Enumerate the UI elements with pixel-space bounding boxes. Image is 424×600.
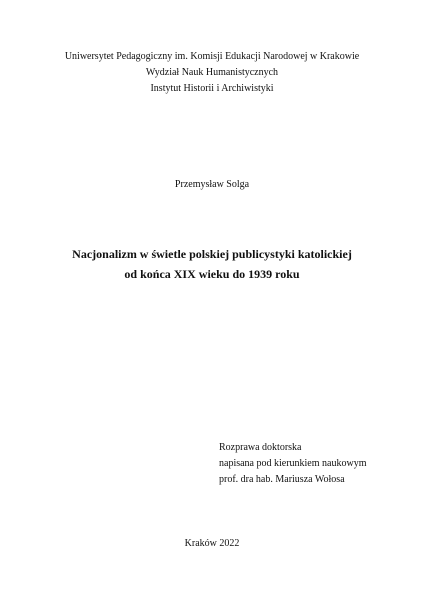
thesis-title xyxy=(0,244,424,284)
thesis-title-line-2: od końca XIX wieku do 1939 roku xyxy=(124,267,300,281)
institute-name: Instytut Historii i Archiwistyki xyxy=(150,83,274,94)
author-name: Przemysław Solga xyxy=(174,179,250,190)
place-and-date: Kraków 2022 xyxy=(184,538,240,549)
thesis-type: Rozprawa doktorska xyxy=(219,442,302,453)
thesis-title-line-1: Nacjonalizm w świetle polskiej publicystyki katolickiej xyxy=(72,247,352,261)
institution-header xyxy=(0,49,424,97)
thesis-supervision-note: napisana pod kierunkiem naukowym xyxy=(219,458,367,469)
thesis-info xyxy=(219,440,419,488)
university-name: Uniwersytet Pedagogiczny im. Komisji Edukacji Narodowej w Krakowie xyxy=(64,51,360,62)
faculty-name: Wydział Nauk Humanistycznych xyxy=(145,67,279,78)
thesis-supervisor: prof. dra hab. Mariusza Wołosa xyxy=(219,474,345,485)
